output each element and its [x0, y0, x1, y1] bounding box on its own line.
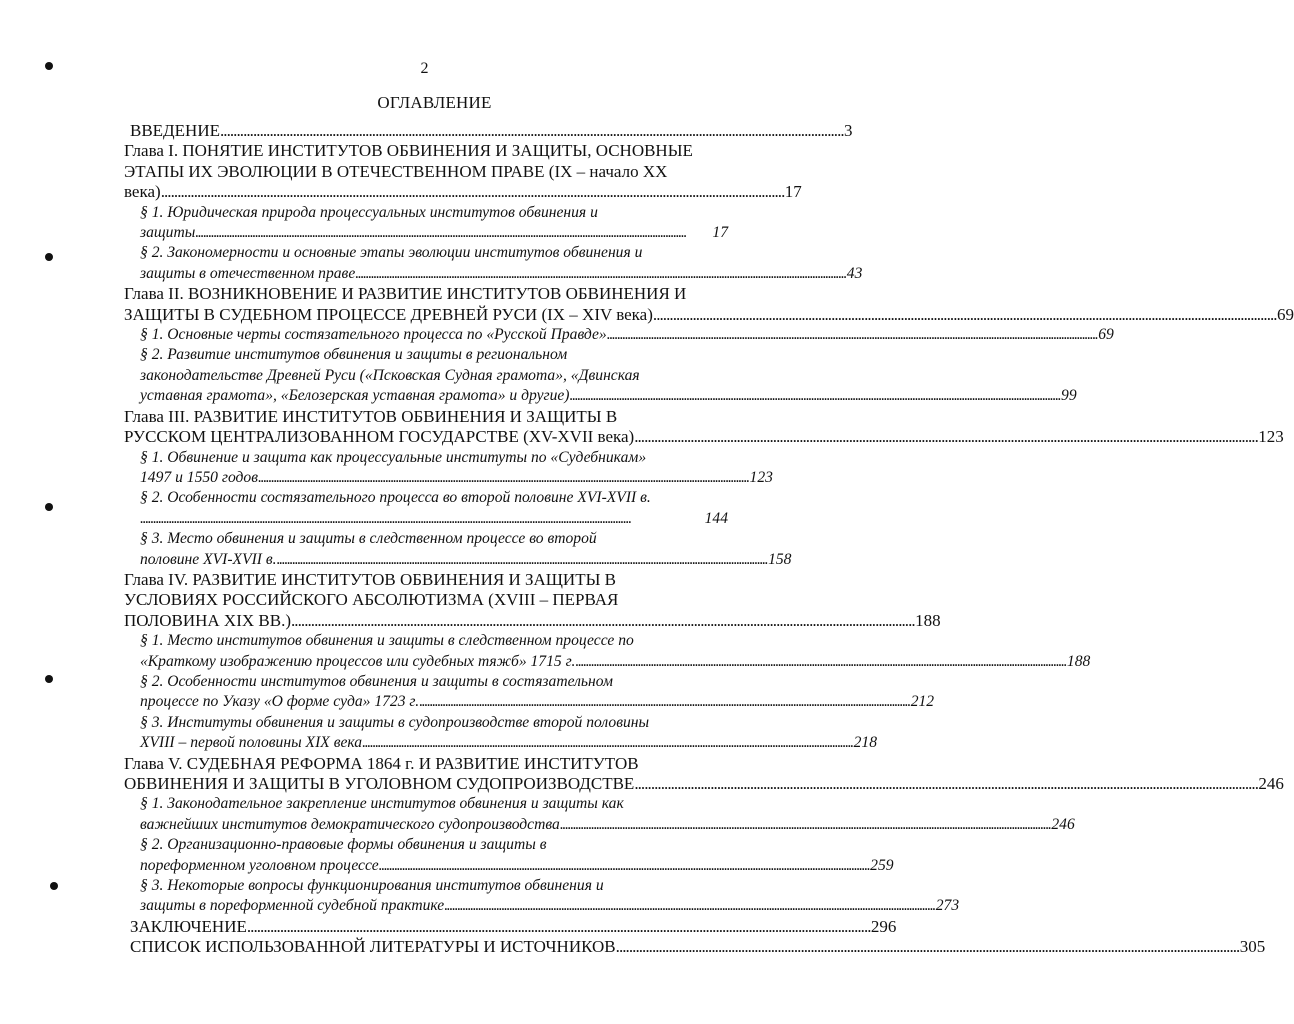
dot-leader [419, 692, 909, 712]
toc-page-number: 158 [768, 550, 792, 568]
toc-entry-leader-line [130, 937, 1266, 957]
toc-entry[interactable] [140, 243, 863, 284]
toc-entry[interactable] [124, 569, 941, 631]
toc-entry-line: § 2. Организационно-правовые формы обвинения и защиты в [140, 836, 547, 854]
toc-page-number: 296 [870, 916, 897, 936]
dot-leader [444, 896, 934, 916]
toc-entry-line: Глава IV. РАЗВИТИЕ ИНСТИТУТОВ ОБВИНЕНИЯ И ЗАЩИТЫ В [124, 569, 616, 589]
toc-page-number: 69 [1276, 304, 1294, 324]
toc-entry-text: важнейших институтов демократического судопроизводства [140, 815, 560, 833]
toc-entry-text: ПОЛОВИНА XIX ВВ.) [124, 610, 291, 630]
toc-page-number: 43 [846, 264, 863, 282]
toc-entry-line: § 2. Закономерности и основные этапы эволюции институтов обвинения и [140, 244, 643, 262]
dot-leader [161, 182, 783, 202]
toc-entry[interactable] [140, 876, 960, 917]
margin-dot-2 [45, 253, 53, 261]
table-of-contents [124, 121, 1294, 958]
toc-entry-line: Глава V. СУДЕБНАЯ РЕФОРМА 1864 г. И РАЗВИТИЕ ИНСТИТУТОВ [124, 753, 639, 773]
toc-page-number: 17 [712, 224, 728, 242]
toc-entry-line: ЭТАПЫ ИХ ЭВОЛЮЦИИ В ОТЕЧЕСТВЕННОМ ПРАВЕ (IX – начало XX [124, 161, 668, 181]
toc-entry[interactable] [124, 406, 1284, 448]
dot-leader [616, 937, 1238, 957]
toc-entry[interactable] [140, 325, 1114, 345]
dot-leader [277, 550, 767, 570]
dot-leader [355, 264, 845, 284]
toc-entry-line: § 1. Законодательное закрепление институтов обвинения и защиты как [140, 795, 624, 813]
toc-entry-leader-line [140, 815, 1075, 835]
dot-leader [140, 509, 703, 529]
toc-entry[interactable] [124, 141, 802, 202]
toc-entry-leader-line [124, 304, 1294, 325]
toc-entry-line: § 3. Место обвинения и защиты в следственном процессе во второй [140, 530, 597, 548]
toc-entry-text: XVIII – первой половины XIX века [140, 734, 363, 752]
toc-entry-text: защиты в отечественном праве [140, 264, 356, 282]
toc-entry-line: § 2. Особенности состязательного процесса во второй половине XVI-XVII в. [140, 489, 651, 507]
dot-leader [570, 386, 1060, 406]
toc-entry-text: уставная грамота», «Белозерская уставная грамота» и другие) [140, 387, 570, 405]
toc-page-number: 246 [1051, 815, 1075, 833]
toc-entry-text: защиты в пореформенной судебной практике [140, 897, 445, 915]
toc-entry-leader-line [140, 733, 877, 753]
toc-entry-text: § 1. Основные черты состязательного процесса по «Русской Правде» [140, 326, 607, 344]
dot-leader [291, 611, 913, 631]
toc-entry[interactable] [140, 631, 1091, 672]
toc-entry-text: века) [124, 182, 161, 202]
dot-leader [195, 223, 710, 243]
dot-leader [258, 468, 748, 488]
dot-leader [220, 121, 842, 141]
toc-page-number: 218 [853, 734, 877, 752]
toc-entry-leader-line [140, 386, 1077, 406]
toc-page-number: 305 [1239, 937, 1266, 957]
toc-entry-leader-line [140, 896, 960, 916]
toc-page-number: 17 [784, 182, 802, 202]
toc-entry-leader-line [140, 509, 728, 529]
toc-entry-leader-line [130, 121, 853, 141]
toc-entry-text: пореформенном уголовном процессе [140, 856, 379, 874]
toc-entry[interactable] [130, 121, 853, 141]
toc-page-number: 123 [1258, 427, 1284, 447]
toc-entry[interactable] [124, 284, 1294, 325]
toc-page-number: 273 [935, 897, 960, 915]
toc-page-number: 144 [704, 509, 728, 527]
dot-leader [575, 652, 1065, 672]
toc-entry-text: 1497 и 1550 годов [140, 468, 258, 486]
toc-entry-text: ОБВИНЕНИЯ И ЗАЩИТЫ В УГОЛОВНОМ СУДОПРОИЗВОДСТВЕ [124, 774, 635, 793]
toc-entry-text: половине XVI-XVII в. [140, 550, 277, 568]
toc-entry-text: «Краткому изображению процессов или судебных тяжб» 1715 г. [140, 652, 576, 670]
toc-page-number: 188 [1066, 652, 1091, 670]
toc-entry-line: Глава III. РАЗВИТИЕ ИНСТИТУТОВ ОБВИНЕНИЯ И ЗАЩИТЫ В [124, 406, 618, 426]
toc-entry-text: СПИСОК ИСПОЛЬЗОВАННОЙ ЛИТЕРАТУРЫ И ИСТОЧНИКОВ [130, 937, 616, 957]
toc-entry-text: РУССКОМ ЦЕНТРАЛИЗОВАННОМ ГОСУДАРСТВЕ (XV-XVII века) [124, 427, 635, 447]
toc-entry-leader-line [140, 692, 935, 712]
toc-entry-leader-line [140, 468, 773, 488]
toc-page-number: 3 [844, 121, 853, 140]
toc-entry-text: защиты [140, 224, 196, 242]
dot-leader [634, 427, 1256, 447]
toc-entry[interactable] [140, 794, 1075, 835]
toc-entry[interactable] [140, 713, 877, 754]
toc-entry[interactable] [140, 835, 894, 876]
toc-title: ОГЛАВЛЕНИЕ [377, 93, 492, 112]
toc-entry-leader-line [124, 610, 941, 631]
toc-entry-line: § 1. Место институтов обвинения и защиты в следственном процессе по [140, 632, 634, 650]
toc-entry-leader-line [140, 652, 1091, 672]
toc-entry[interactable] [140, 345, 1077, 406]
toc-page-number: 246 [1258, 774, 1284, 793]
toc-page-number: 212 [910, 693, 935, 711]
toc-entry[interactable] [140, 672, 935, 713]
toc-entry[interactable] [140, 488, 728, 529]
margin-dot-3 [45, 503, 53, 511]
dot-leader [362, 733, 852, 753]
toc-entry[interactable] [124, 753, 1284, 795]
dot-leader [653, 305, 1275, 325]
toc-entry[interactable] [140, 203, 728, 244]
margin-dot-5 [50, 882, 58, 890]
dot-leader [247, 917, 869, 937]
toc-entry-leader-line [130, 916, 897, 937]
toc-entry[interactable] [130, 937, 1266, 957]
toc-entry-leader-line [124, 774, 1284, 794]
toc-entry-leader-line [124, 427, 1284, 447]
toc-entry-text: ЗАЩИТЫ В СУДЕБНОМ ПРОЦЕССЕ ДРЕВНЕЙ РУСИ (IX – XIV века) [124, 304, 653, 324]
dot-leader [634, 774, 1256, 794]
toc-entry-line: § 3. Некоторые вопросы функционирования институтов обвинения и [140, 877, 604, 895]
toc-entry-line: § 2. Особенности институтов обвинения и защиты в состязательном [140, 672, 613, 690]
toc-entry-line: Глава II. ВОЗНИКНОВЕНИЕ И РАЗВИТИЕ ИНСТИТУТОВ ОБВИНЕНИЯ И [124, 284, 687, 304]
toc-page-number: 99 [1061, 387, 1077, 405]
dot-leader [560, 815, 1050, 835]
toc-entry-leader-line [124, 182, 802, 202]
toc-entry-leader-line [140, 550, 792, 570]
toc-entry-leader-line [140, 856, 894, 876]
toc-entry-leader-line [140, 325, 1114, 345]
toc-entry-line: § 3. Институты обвинения и защиты в судопроизводстве второй половины [140, 713, 650, 731]
toc-page-number: 123 [749, 468, 773, 486]
toc-entry-leader-line [140, 223, 728, 243]
toc-entry-line: § 1. Обвинение и защита как процессуальные институты по «Судебникам» [140, 448, 647, 466]
margin-dot-4 [45, 675, 53, 683]
page-number: 2 [420, 60, 429, 77]
toc-entry-line: УСЛОВИЯХ РОССИЙСКОГО АБСОЛЮТИЗМА (XVIII – ПЕРВАЯ [124, 590, 619, 610]
toc-entry-line: § 2. Развитие институтов обвинения и защиты в региональном [140, 346, 568, 364]
toc-entry[interactable] [140, 448, 773, 489]
toc-page-number: 69 [1098, 326, 1114, 344]
toc-entry-line: § 1. Юридическая природа процессуальных институтов обвинения и [140, 203, 598, 221]
toc-entry-line: Глава I. ПОНЯТИЕ ИНСТИТУТОВ ОБВИНЕНИЯ И ЗАЩИТЫ, ОСНОВНЫЕ [124, 141, 693, 161]
toc-page-number: 188 [915, 610, 941, 630]
toc-entry-line: законодательстве Древней Руси («Псковская Судная грамота», «Двинская [140, 366, 640, 384]
toc-entry[interactable] [130, 916, 897, 937]
toc-page-number: 259 [870, 856, 894, 874]
toc-entry-text: ВВЕДЕНИЕ [130, 121, 220, 140]
dot-leader [379, 856, 869, 876]
toc-entry-text: ЗАКЛЮЧЕНИЕ [130, 916, 247, 936]
dot-leader [607, 325, 1097, 345]
toc-entry[interactable] [140, 529, 792, 570]
toc-entry-text: процессе по Указу «О форме суда» 1723 г. [140, 693, 420, 711]
toc-entry-leader-line [140, 264, 863, 284]
